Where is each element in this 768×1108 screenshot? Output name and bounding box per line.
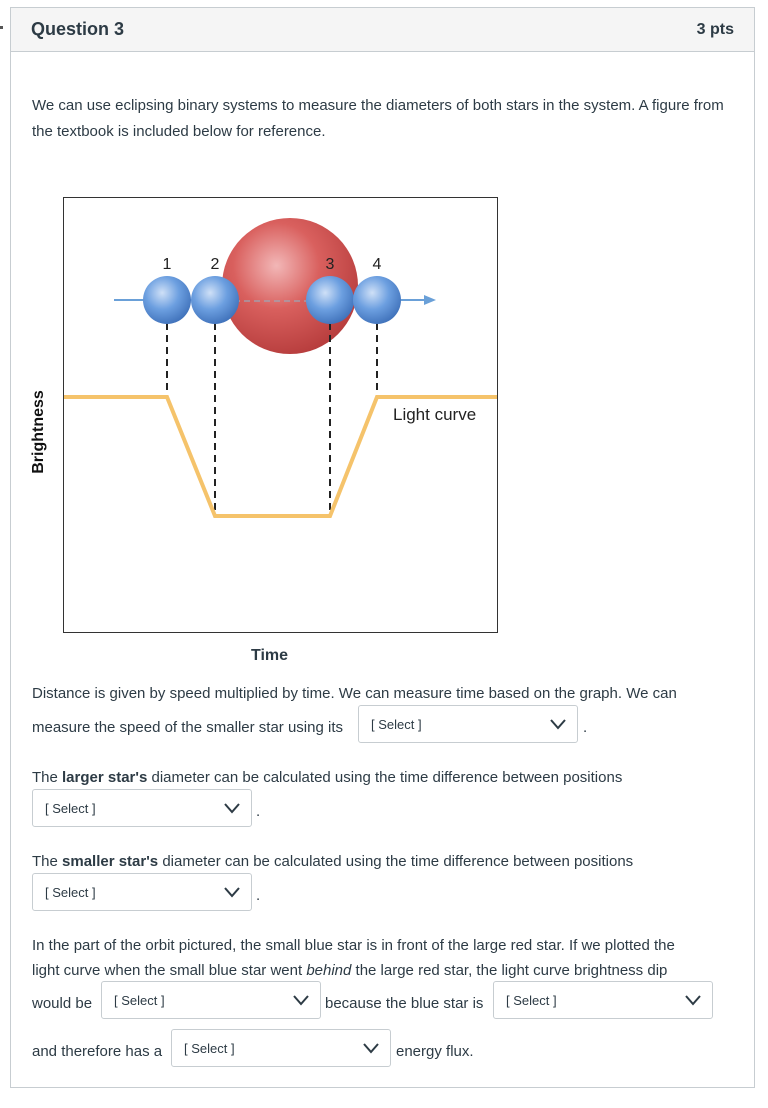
flux-select[interactable] [171, 1029, 391, 1067]
chevron-down-icon [292, 994, 310, 1006]
p3-text [32, 852, 633, 872]
chevron-down-icon [223, 802, 241, 814]
larger-star-select[interactable] [32, 789, 252, 827]
smaller-star-select-value: [ Select ] [45, 884, 96, 900]
y-axis-label: Brightness [30, 390, 47, 474]
blue-star-position-4 [353, 276, 401, 324]
x-axis-label: Time [251, 647, 289, 664]
p1-period: . [583, 719, 588, 736]
p4-line1: In the part of the orbit pictured, the small blue star is in front of the large red star. If we plotted the [32, 937, 675, 954]
position-label-2: 2 [210, 256, 220, 273]
p3-bold: smaller star's [62, 853, 159, 870]
speed-select-value: [ Select ] [371, 716, 422, 732]
blue-star-select-value: [ Select ] [506, 992, 557, 1008]
y-axis-svg [25, 382, 55, 482]
figure-svg [64, 198, 497, 632]
p4-line2-prefix: light curve when the small blue star went [32, 962, 307, 979]
chevron-down-icon [223, 886, 241, 898]
smaller-star-select[interactable] [32, 873, 252, 911]
blue-star-position-3 [306, 276, 354, 324]
intro-text: We can use eclipsing binary systems to measure the diameters of both stars in the system. A figure from the textbook is included below for reference. [32, 97, 724, 140]
question-card [10, 7, 755, 1088]
dip-select-value: [ Select ] [114, 992, 165, 1008]
question-title: Question 3 [31, 19, 125, 39]
blue-star-position-2 [191, 276, 239, 324]
blue-star-select[interactable] [493, 981, 713, 1019]
p2-prefix: The [32, 769, 63, 786]
dip-select[interactable] [101, 981, 321, 1019]
light-curve-label: Light curve [393, 405, 477, 424]
blue-star-position-1 [143, 276, 191, 324]
flux-select-value: [ Select ] [184, 1040, 235, 1056]
position-label-4: 4 [372, 256, 382, 273]
chevron-down-icon [549, 718, 567, 730]
p4-would-be: would be [32, 995, 93, 1012]
chevron-down-icon [362, 1042, 380, 1054]
larger-star-select-value: [ Select ] [45, 800, 96, 816]
y-axis-label-wrap [25, 382, 55, 482]
p2-text [32, 768, 622, 788]
p1-line2: measure the speed of the smaller star using its [32, 719, 343, 736]
orbit-arrow-icon [424, 295, 436, 305]
left-edge-marker [0, 26, 3, 29]
p4-line2 [32, 961, 667, 981]
position-label-3: 3 [325, 256, 335, 273]
chevron-down-icon [684, 994, 702, 1006]
p3-rest: diameter can be calculated using the time difference between positions [158, 853, 634, 870]
p1-line1: Distance is given by speed multiplied by time. We can measure time based on the graph. We can [32, 685, 677, 702]
p2-period: . [256, 803, 261, 820]
position-label-1: 1 [162, 256, 172, 273]
p4-therefore: and therefore has a [32, 1043, 163, 1060]
p4-energy: energy flux. [396, 1043, 474, 1060]
p3-period: . [256, 887, 261, 904]
question-points: 3 pts [696, 20, 734, 38]
p4-because: because the blue star is [325, 995, 484, 1012]
speed-select[interactable] [358, 705, 578, 743]
p4-line2-em: behind [306, 962, 352, 979]
p4-line2-rest: the large red star, the light curve brightness dip [351, 962, 668, 979]
p3-prefix: The [32, 853, 63, 870]
p2-bold: larger star's [62, 769, 148, 786]
question-header [11, 8, 754, 52]
eclipsing-binary-figure [63, 197, 498, 633]
p2-rest: diameter can be calculated using the time difference between positions [147, 769, 623, 786]
